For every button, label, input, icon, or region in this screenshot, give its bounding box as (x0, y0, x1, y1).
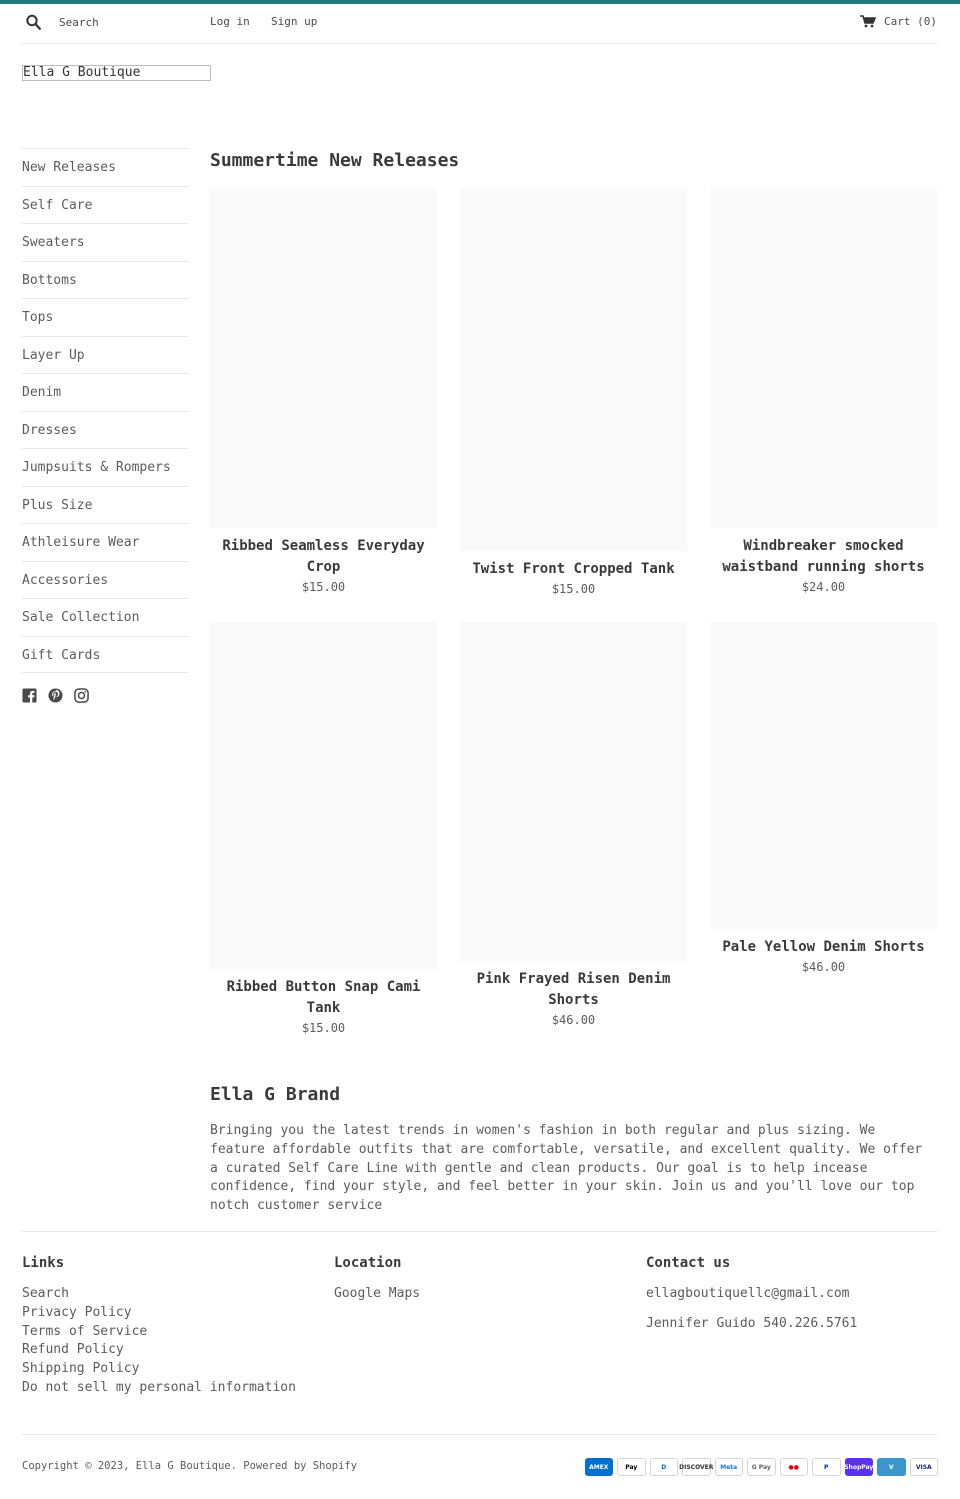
sidebar-item-athleisure-wear[interactable]: Athleisure Wear (22, 523, 188, 561)
login-link[interactable]: Log in (210, 15, 250, 28)
sidebar-item-denim[interactable]: Denim (22, 373, 188, 411)
product-image[interactable] (460, 622, 687, 961)
about-title: Ella G Brand (210, 1084, 341, 1105)
payment-icons (585, 1458, 939, 1476)
contact-phone: Jennifer Guido 540.226.5761 (646, 1315, 858, 1331)
cart-icon (860, 15, 876, 28)
product-image[interactable] (210, 622, 437, 969)
sidebar-item-jumpsuits-rompers[interactable]: Jumpsuits & Rompers (22, 448, 188, 486)
google-maps-link[interactable]: Google Maps (334, 1286, 421, 1301)
footer-link-terms-of-service[interactable]: Terms of Service (22, 1323, 148, 1339)
product-name[interactable]: Ribbed Button Snap Cami Tank (226, 979, 421, 1016)
footer-links-title: Links (22, 1255, 65, 1271)
search-input[interactable] (59, 13, 199, 31)
product-price: $46.00 (801, 960, 846, 974)
copyright: Copyright © 2023, Ella G Boutique. Powered by Shopify (22, 1460, 358, 1472)
sidebar-nav (22, 148, 188, 673)
facebook-icon[interactable] (22, 688, 37, 703)
diners-club-icon: D (650, 1458, 679, 1476)
footer-contact-title: Contact us (646, 1255, 731, 1271)
product-price: $15.00 (301, 580, 346, 594)
collection-title: Summertime New Releases (210, 150, 460, 171)
amex-icon: AMEX (585, 1458, 614, 1476)
product-card[interactable] (210, 622, 437, 1035)
product-card[interactable] (710, 189, 937, 594)
sidebar-item-sweaters[interactable]: Sweaters (22, 223, 188, 261)
sidebar-item-layer-up[interactable]: Layer Up (22, 336, 188, 374)
footer-link-privacy-policy[interactable]: Privacy Policy (22, 1304, 132, 1320)
footer-contact-column (646, 1255, 857, 1345)
product-image[interactable] (710, 189, 937, 528)
product-name[interactable]: Windbreaker smocked waistband running shorts (722, 538, 925, 575)
sidebar-item-self-care[interactable]: Self Care (22, 186, 188, 224)
sidebar-item-gift-cards[interactable]: Gift Cards (22, 636, 188, 674)
contact-email: ellagboutiquellc@gmail.com (646, 1286, 850, 1301)
site-header (22, 4, 937, 44)
sidebar-item-dresses[interactable]: Dresses (22, 411, 188, 449)
product-card[interactable] (210, 189, 437, 594)
product-price: $24.00 (801, 580, 846, 594)
footer-link-refund-policy[interactable]: Refund Policy (22, 1342, 124, 1358)
sidebar-item-bottoms[interactable]: Bottoms (22, 261, 188, 299)
footer-location-title: Location (334, 1255, 402, 1271)
footer-link-search[interactable]: Search (22, 1286, 69, 1301)
apple-pay-icon: Pay (617, 1458, 646, 1476)
sidebar-item-sale-collection[interactable]: Sale Collection (22, 598, 188, 636)
shop-pay-icon: ShopPay (845, 1458, 874, 1476)
google-pay-icon: G Pay (747, 1458, 776, 1476)
product-card[interactable] (460, 622, 687, 1027)
product-image[interactable] (460, 189, 687, 551)
product-card[interactable] (710, 622, 937, 974)
mastercard-icon: ●● (780, 1458, 809, 1476)
pinterest-icon[interactable] (48, 688, 63, 703)
about-text: Bringing you the latest trends in women's fashion in both regular and plus sizing. We feature affordable outfits that are comfortable, versatile, and excellent quality. We offer a curated Self Care Line with gentle and clean products. Our goal is to help incease confidence, find your style, and feel better in your skin. Join us and you'll love our top notch customer service (210, 1123, 923, 1214)
product-image[interactable] (710, 622, 937, 929)
sidebar-item-new-releases[interactable]: New Releases (22, 148, 188, 186)
product-name[interactable]: Twist Front Cropped Tank (472, 561, 675, 577)
cart-label: Cart (0) (884, 15, 937, 28)
footer-link-shipping-policy[interactable]: Shipping Policy (22, 1361, 140, 1377)
social-links (22, 688, 89, 703)
discover-icon: DISCOVER (682, 1458, 711, 1476)
sidebar-item-tops[interactable]: Tops (22, 298, 188, 336)
sidebar-item-accessories[interactable]: Accessories (22, 561, 188, 599)
footer-links-column (22, 1255, 296, 1398)
footer-divider (22, 1231, 937, 1232)
site-logo[interactable]: Ella G Boutique (22, 65, 211, 81)
search-icon[interactable] (26, 14, 42, 32)
product-card[interactable] (460, 189, 687, 596)
product-name[interactable]: Ribbed Seamless Everyday Crop (222, 538, 425, 575)
paypal-icon: P (812, 1458, 841, 1476)
signup-link[interactable]: Sign up (271, 15, 318, 28)
product-price: $15.00 (551, 582, 596, 596)
meta-pay-icon: Meta (715, 1458, 744, 1476)
cart-link[interactable] (860, 15, 937, 28)
product-price: $46.00 (551, 1013, 596, 1027)
product-name[interactable]: Pale Yellow Denim Shorts (722, 939, 925, 955)
footer-bottom-divider (22, 1434, 937, 1435)
footer-link-do-not-sell[interactable]: Do not sell my personal information (22, 1379, 296, 1395)
instagram-icon[interactable] (74, 688, 89, 703)
product-price: $15.00 (301, 1021, 346, 1035)
product-name[interactable]: Pink Frayed Risen Denim Shorts (476, 971, 671, 1008)
visa-icon: VISA (910, 1458, 939, 1476)
venmo-icon: V (877, 1458, 906, 1476)
product-image[interactable] (210, 189, 437, 528)
footer-location-column (334, 1255, 420, 1304)
sidebar-item-plus-size[interactable]: Plus Size (22, 486, 188, 524)
